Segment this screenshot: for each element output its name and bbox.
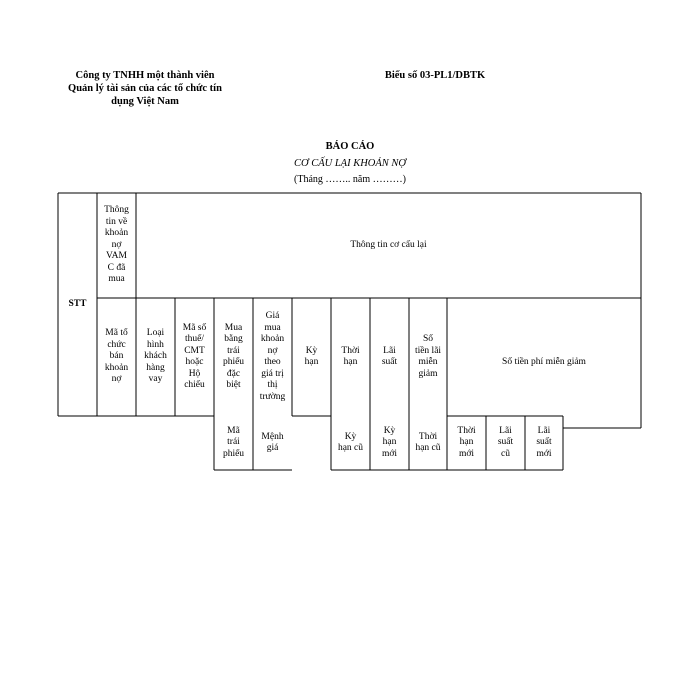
market-price-header xyxy=(253,298,292,416)
header-line: Thông xyxy=(104,205,129,216)
company-line: Quản lý tài sản của các tổ chức tín xyxy=(68,83,222,94)
header-line: thị xyxy=(267,380,278,390)
header-line: Thời xyxy=(418,431,438,442)
header-line: Mã tổ xyxy=(105,328,128,339)
header-line: Số xyxy=(422,334,434,344)
loan-info-header xyxy=(97,193,136,298)
header-line: hạn cũ xyxy=(337,443,364,453)
header-line: mua xyxy=(108,274,125,285)
period-header xyxy=(292,298,331,416)
header-line: trường xyxy=(259,391,286,402)
header-line: khoản xyxy=(260,334,285,344)
header-line: trái xyxy=(227,345,240,356)
header-line: suất xyxy=(536,437,552,448)
header-line: hàng xyxy=(146,362,165,373)
interest-header xyxy=(370,298,409,416)
header-line: Hộ xyxy=(188,368,201,379)
header-line: suất xyxy=(381,357,398,367)
header-line: hạn xyxy=(459,437,474,448)
header-line: đặc xyxy=(226,368,241,379)
header-line: giá xyxy=(266,443,279,453)
header-line: Kỳ xyxy=(344,431,357,442)
header-line: nợ xyxy=(111,374,122,385)
header-line: hoặc xyxy=(185,357,204,367)
header-line: hạn xyxy=(382,437,397,448)
header-line: Mua xyxy=(224,322,243,333)
header-line: CMT xyxy=(184,345,205,356)
face-value-subheader xyxy=(253,416,292,470)
new-interest-subheader xyxy=(525,416,563,470)
form-code: Biểu số 03-PL1/DBTK xyxy=(384,70,486,81)
header-line: cũ xyxy=(501,448,510,459)
bond-code-subheader xyxy=(214,416,253,470)
header-line: mua xyxy=(264,322,281,333)
stt-header: STT xyxy=(68,298,87,309)
company-line: dụng Việt Nam xyxy=(111,96,179,107)
header-line: Giá xyxy=(265,311,280,321)
header-line: mới xyxy=(536,448,552,459)
header-line: nợ xyxy=(267,345,278,356)
header-line: biệt xyxy=(226,380,241,390)
header-line: theo xyxy=(264,357,281,367)
header-line: phiếu xyxy=(222,357,245,367)
header-line: Mệnh xyxy=(261,431,284,442)
header-line: hạn xyxy=(343,357,358,367)
header-line: giảm xyxy=(418,368,438,379)
header-line: phiếu xyxy=(222,448,245,459)
header-line: bán xyxy=(109,351,124,362)
old-period-subheader xyxy=(331,416,370,470)
report-title: BÁO CÁO xyxy=(325,141,375,152)
header-line: khoản xyxy=(104,362,129,373)
header-line: hình xyxy=(147,339,164,350)
header-line: Mã xyxy=(227,425,240,436)
company-line: Công ty TNHH một thành viên xyxy=(75,70,215,81)
header-line: Loại xyxy=(146,328,165,339)
header-line: Lãi xyxy=(383,345,396,356)
header-line: hạn cũ xyxy=(415,443,441,453)
new-period-subheader xyxy=(370,416,409,470)
header-line: Thời xyxy=(457,425,476,436)
header-line: Lãi xyxy=(537,425,551,436)
term-header xyxy=(331,298,370,416)
special-bond-header xyxy=(214,298,253,416)
restructure-info-header: Thông tin cơ cấu lại xyxy=(350,239,427,250)
header-line: giá trị xyxy=(261,368,284,379)
header-line: Kỳ xyxy=(305,345,318,356)
customer-type-header xyxy=(136,298,175,416)
header-line: suất xyxy=(497,437,514,448)
interest-waived-header xyxy=(409,298,447,416)
header-line: Kỳ xyxy=(383,425,396,436)
header-line: thuế/ xyxy=(185,334,204,344)
header-line: C đã xyxy=(107,262,126,273)
header-line: vay xyxy=(148,374,163,385)
tax-id-header xyxy=(175,298,214,416)
header-line: tin về xyxy=(105,216,128,227)
header-line: VAM xyxy=(106,251,127,262)
org-code-header xyxy=(97,298,136,416)
new-term-subheader xyxy=(447,416,486,470)
fee-waived-header: Số tiền phí miễn giảm xyxy=(502,357,586,368)
header-line: tiền lãi xyxy=(414,345,442,356)
header-line: khách xyxy=(144,351,167,362)
report-subtitle: CƠ CẤU LẠI KHOẢN NỢ xyxy=(293,158,406,169)
header-line: nợ xyxy=(111,239,122,250)
header-line: hạn xyxy=(304,357,319,367)
header-line: Mã số xyxy=(182,322,207,333)
header-line: chức xyxy=(107,339,126,350)
report-period: (Tháng …….. năm ………) xyxy=(294,174,406,185)
old-interest-subheader xyxy=(486,416,525,470)
header-line: bằng xyxy=(224,334,243,344)
header-line: Thời xyxy=(341,345,360,356)
header-line: mới xyxy=(458,448,475,459)
header-line: Lãi xyxy=(499,425,512,436)
header-line: chiếu xyxy=(184,380,205,390)
header-line: khoản xyxy=(104,228,129,239)
header-line: miễn xyxy=(418,357,438,367)
header-line: mới xyxy=(381,448,398,459)
old-term-subheader xyxy=(409,416,447,470)
header-line: trái xyxy=(227,437,240,448)
